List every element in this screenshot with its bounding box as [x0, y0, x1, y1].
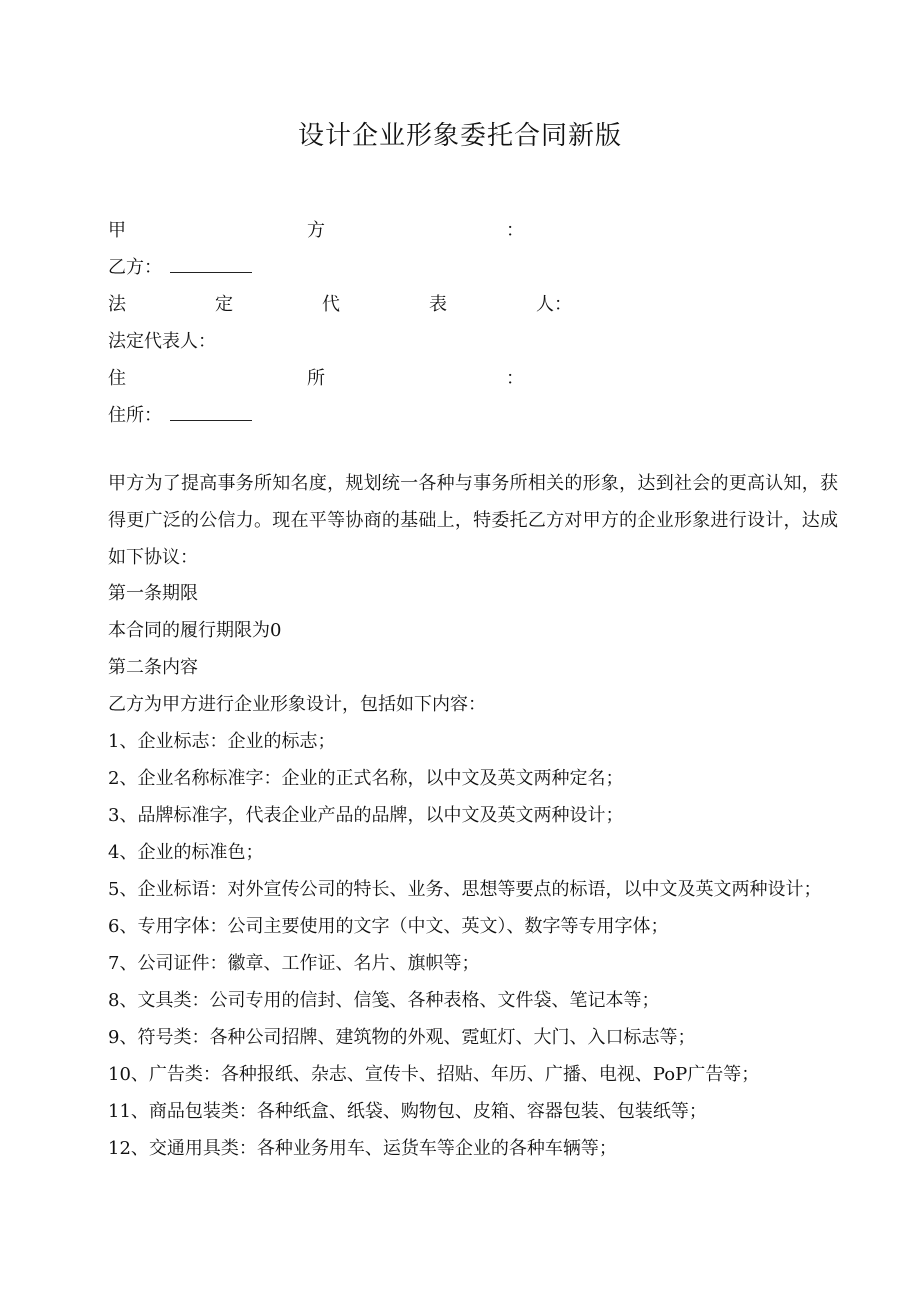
party-a-colon: ：: [506, 220, 524, 241]
legal-rep-a-line: [108, 286, 572, 323]
address-a-char-2: 所: [307, 368, 325, 389]
address-a-char-1: 住: [108, 368, 126, 389]
article-1-heading: 第一条期限: [108, 583, 198, 604]
address-a-colon: ：: [506, 368, 524, 389]
list-item: 2、企业名称标准字：企业的正式名称，以中文及英文两种定名；: [108, 768, 624, 789]
legal-rep-b-line: 法定代表人：: [108, 331, 216, 352]
article-2-heading: 第二条内容: [108, 657, 198, 678]
list-item: 6、专用字体：公司主要使用的文字（中文、英文）、数字等专用字体；: [108, 916, 669, 937]
address-a-line: [108, 360, 524, 397]
list-item: 1、企业标志：企业的标志；: [108, 731, 336, 752]
legal-rep-a-char-5: 人：: [536, 294, 572, 315]
address-b-label: 住所：: [108, 405, 162, 426]
list-item: 3、品牌标准字，代表企业产品的品牌，以中文及英文两种设计；: [108, 805, 624, 826]
address-b-blank: [170, 400, 252, 421]
intro-paragraph: 甲方为了提高事务所知名度，规划统一各种与事务所相关的形象，达到社会的更高认知，获得更广泛的公信力。现在平等协商的基础上，特委托乙方对甲方的企业形象进行设计，达成如下协议：: [108, 473, 838, 568]
party-a-char-2: 方: [307, 220, 325, 241]
party-a-line: [108, 212, 524, 249]
list-item: 12、交通用具类：各种业务用车、运货车等企业的各种车辆等；: [108, 1138, 617, 1159]
article-2-lead: 乙方为甲方进行企业形象设计，包括如下内容：: [108, 694, 486, 715]
list-item: 5、企业标语：对外宣传公司的特长、业务、思想等要点的标语，以中文及英文两种设计；: [108, 879, 822, 900]
party-a-char-1: 甲: [108, 220, 126, 241]
party-b-blank: [170, 252, 252, 273]
legal-rep-a-char-2: 定: [215, 294, 233, 315]
party-b-label: 乙方：: [108, 257, 162, 278]
address-b-line: [108, 397, 252, 434]
article-1-text: 本合同的履行期限为0: [108, 620, 282, 641]
list-item: 4、企业的标准色；: [108, 842, 264, 863]
list-item: 10、广告类：各种报纸、杂志、宣传卡、招贴、年历、广播、电视、PoP广告等；: [108, 1064, 760, 1085]
legal-rep-a-char-1: 法: [108, 294, 126, 315]
legal-rep-a-char-4: 表: [429, 294, 447, 315]
party-b-line: [108, 249, 252, 286]
list-item: 11、商品包装类：各种纸盒、纸袋、购物包、皮箱、容器包装、包装纸等；: [108, 1101, 707, 1122]
list-item: 9、符号类：各种公司招牌、建筑物的外观、霓虹灯、大门、入口标志等；: [108, 1027, 696, 1048]
document-title: 设计企业形象委托合同新版: [297, 121, 622, 151]
list-item: 8、文具类：公司专用的信封、信笺、各种表格、文件袋、笔记本等；: [108, 990, 660, 1011]
list-item: 7、公司证件：徽章、工作证、名片、旗帜等；: [108, 953, 480, 974]
legal-rep-a-char-3: 代: [322, 294, 340, 315]
